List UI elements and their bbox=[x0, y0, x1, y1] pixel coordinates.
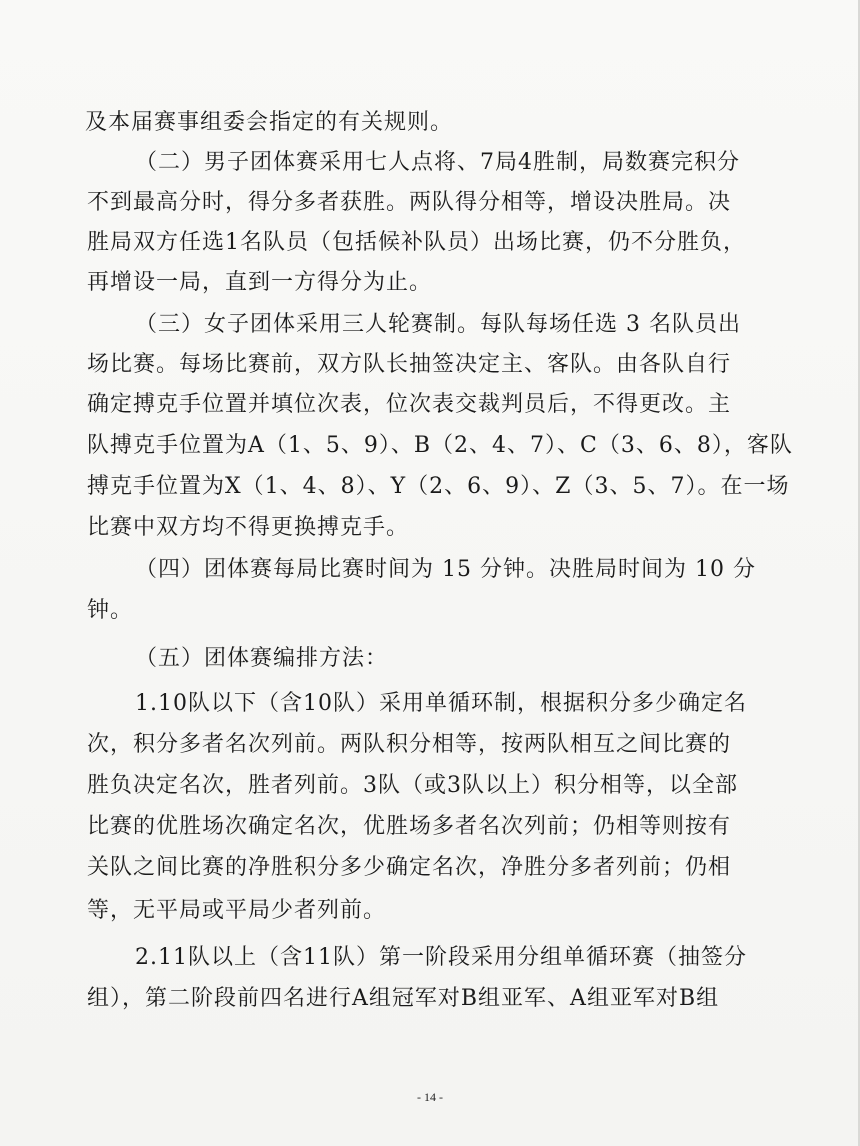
text-line: 钟。 bbox=[87, 598, 134, 623]
text-line: 比赛的优胜场次确定名次，优胜场多者名次列前；仍相等则按有 bbox=[87, 814, 732, 839]
text-line: 胜局双方任选1名队员（包括候补队员）出场比赛，仍不分胜负， bbox=[87, 230, 746, 255]
text-line: 组），第二阶段前四名进行A组冠军对B组亚军、A组亚军对B组 bbox=[87, 986, 720, 1011]
text-line: 胜负决定名次，胜者列前。3队（或3队以上）积分相等，以全部 bbox=[87, 773, 738, 798]
text-line: 次，积分多者名次列前。两队积分相等，按两队相互之间比赛的 bbox=[87, 732, 732, 757]
text-line: （三）女子团体采用三人轮赛制。每队每场任选 3 名队员出 bbox=[135, 312, 741, 337]
text-line: 关队之间比赛的净胜积分多少确定名次，净胜分多者列前；仍相 bbox=[87, 855, 732, 880]
text-line: 不到最高分时，得分多者获胜。两队得分相等，增设决胜局。决 bbox=[87, 190, 732, 215]
page-number: - 14 - bbox=[417, 1090, 443, 1104]
text-line: 等，无平局或平局少者列前。 bbox=[87, 898, 387, 923]
text-line: 2.11队以上（含11队）第一阶段采用分组单循环赛（抽签分 bbox=[135, 945, 747, 970]
text-line: 比赛中双方均不得更换搏克手。 bbox=[87, 515, 410, 540]
text-line: （四）团体赛每局比赛时间为 15 分钟。决胜局时间为 10 分 bbox=[135, 557, 756, 582]
text-line: 搏克手位置为X（1、4、8）、Y（2、6、9）、Z（3、5、7）。在一场 bbox=[87, 474, 790, 499]
text-line: 1.10队以下（含10队）采用单循环制，根据积分多少确定名 bbox=[135, 691, 747, 716]
text-line: 场比赛。每场比赛前，双方队长抽签决定主、客队。由各队自行 bbox=[87, 352, 732, 377]
text-line: 及本届赛事组委会指定的有关规则。 bbox=[85, 110, 454, 135]
text-line: （二）男子团体赛采用七人点将、7局4胜制，局数赛完积分 bbox=[135, 150, 740, 175]
text-line: 确定搏克手位置并填位次表，位次表交裁判员后，不得更改。主 bbox=[87, 392, 732, 417]
text-line: 队搏克手位置为A（1、5、9）、B（2、4、7）、C（3、6、8），客队 bbox=[87, 433, 793, 458]
text-line: 再增设一局，直到一方得分为止。 bbox=[87, 270, 433, 295]
text-line: （五）团体赛编排方法： bbox=[135, 646, 389, 671]
